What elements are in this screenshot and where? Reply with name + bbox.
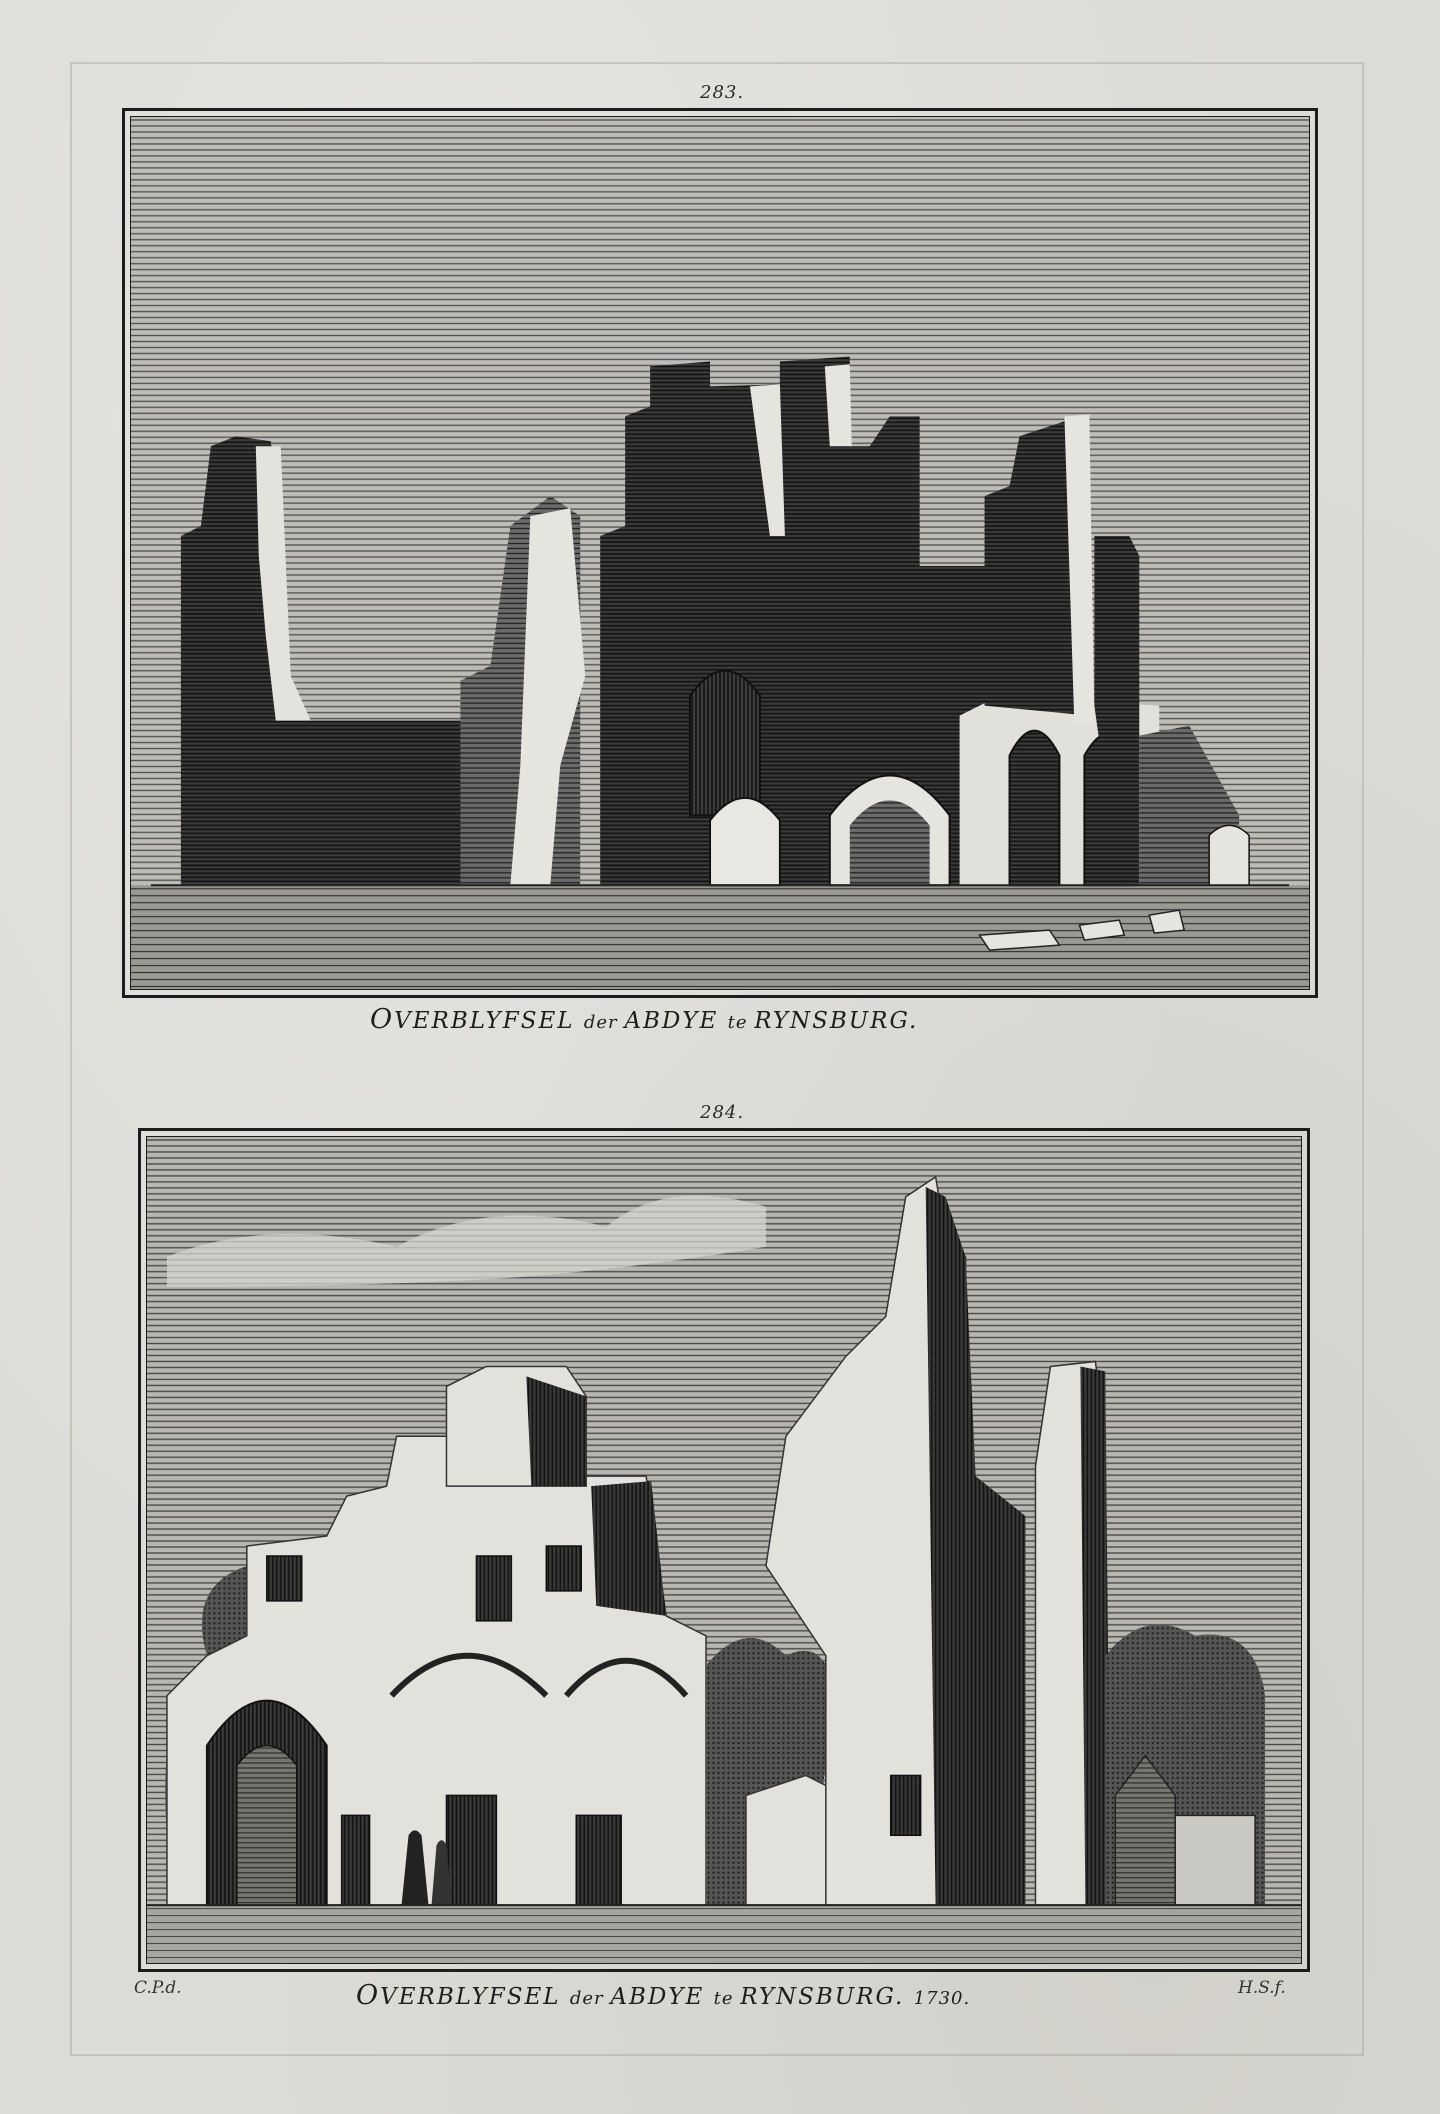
engraving-frame-bottom: [138, 1128, 1310, 1972]
caption-top-word-2: der: [583, 1012, 625, 1033]
signature-left: C.P.d.: [134, 1978, 182, 1998]
plate-number-top: 283.: [700, 82, 745, 103]
caption-top-initial: O: [370, 1004, 395, 1035]
plate-number-bottom: 284.: [700, 1102, 745, 1123]
caption-top-word-3: ABDYE: [624, 1008, 728, 1034]
engraving-top: [130, 116, 1310, 990]
caption-top-word-1: VERBLYFSEL: [394, 1008, 584, 1034]
abbey-ruins-engraving-top: [131, 117, 1309, 989]
engraving-bottom: [146, 1136, 1302, 1964]
caption-top-word-5: RYNSBURG.: [754, 1008, 919, 1034]
engraving-frame-top: [122, 108, 1318, 998]
caption-bottom-initial: O: [356, 1980, 381, 2011]
caption-bottom-word-2: der: [569, 1988, 611, 2009]
caption-bottom-word-4: te: [713, 1988, 741, 2009]
caption-top: [370, 1004, 918, 1035]
caption-bottom-year: 1730.: [913, 1988, 971, 2009]
caption-bottom-word-1: VERBLYFSEL: [380, 1984, 570, 2010]
caption-bottom: [356, 1980, 970, 2011]
abbey-ruins-engraving-bottom: [147, 1137, 1301, 1963]
caption-top-word-4: te: [727, 1012, 755, 1033]
signature-right: H.S.f.: [1238, 1978, 1286, 1998]
caption-bottom-word-5: RYNSBURG.: [740, 1984, 914, 2010]
caption-bottom-word-3: ABDYE: [610, 1984, 714, 2010]
